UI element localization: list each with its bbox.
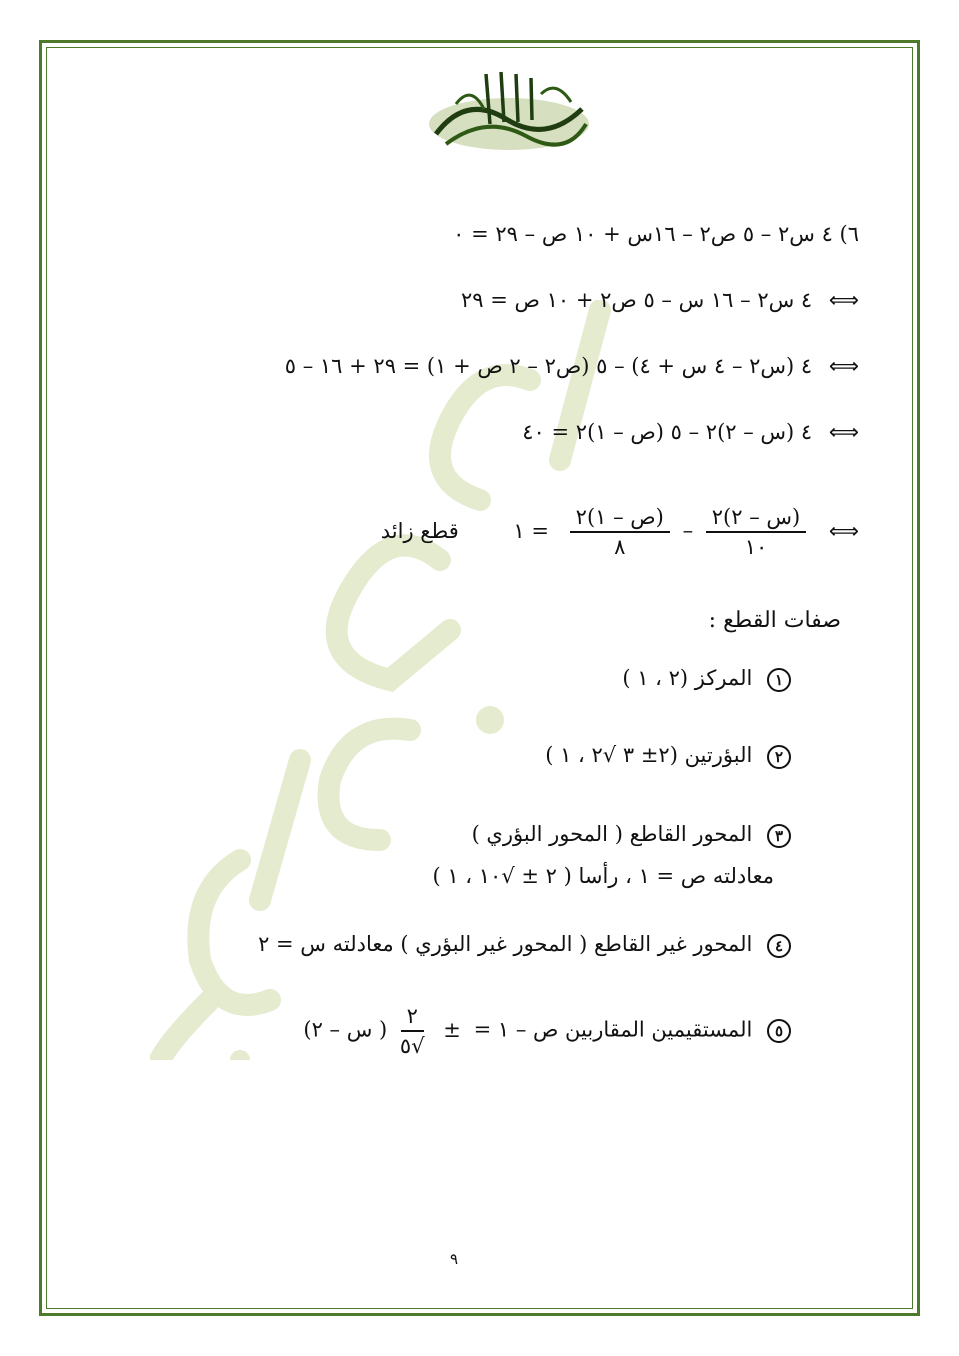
page-number: ٩ xyxy=(450,1250,459,1268)
circled-number: ١ xyxy=(767,668,791,692)
circled-number: ٤ xyxy=(767,934,791,958)
fraction-numerator: (س – ٢)٢ xyxy=(706,505,806,533)
step-3-text: ٤ (س – ٢)٢ – ٥ (ص – ١)٢ = ٤٠ xyxy=(522,420,813,444)
property-transverse-axis xyxy=(472,822,791,848)
asymptote-tail: ( س – ٢) xyxy=(303,1017,388,1042)
fraction-denominator: ٨ xyxy=(614,535,626,559)
properties-heading: صفات القطع : xyxy=(708,608,841,633)
standard-form-equation xyxy=(381,505,859,559)
circled-number: ٢ xyxy=(767,745,791,769)
property-text: المحور القاطع ( المحور البؤري ) xyxy=(471,822,753,846)
step-1-equation xyxy=(461,288,859,312)
property-asymptotes xyxy=(303,1004,791,1058)
property-foci xyxy=(545,743,791,769)
equivalence-arrow-icon: ⟺ xyxy=(828,288,859,312)
equals-one: = ١ xyxy=(513,518,549,543)
property-text: المحور غير القاطع ( المحور غير البؤري ) معادلته س = ٢ xyxy=(258,932,753,956)
fraction-denominator: √٥ xyxy=(399,1034,425,1058)
fraction-numerator: ٢ xyxy=(401,1004,424,1032)
circled-number: ٥ xyxy=(767,1019,791,1043)
equivalence-arrow-icon: ⟺ xyxy=(828,354,859,378)
fraction-denominator: ١٠ xyxy=(744,535,768,559)
step-2-text: ٤ (س٢ – ٤ س + ٤) – ٥ (ص٢ – ٢ ص + ١) = ٢٩ + ١٦ – ٥ xyxy=(284,354,813,378)
step-2-equation xyxy=(285,354,859,378)
property-text: البؤرتين (٢± ٣ √٢ ، ١ ) xyxy=(545,743,753,767)
property-center xyxy=(622,666,791,692)
fraction-x-term xyxy=(706,505,806,559)
fraction-numerator: (ص – ١)٢ xyxy=(570,505,670,533)
property-transverse-axis-details: معادلته ص = ١ ، رأسا ( ٢ ± √١٠ ، ١ ) xyxy=(432,864,774,888)
property-text: المركز (٢ ، ١ ) xyxy=(622,666,753,690)
step-3-equation xyxy=(522,420,859,444)
property-text: المستقيمين المقاربين ص – ١ = xyxy=(473,1017,753,1042)
equivalence-arrow-icon: ⟺ xyxy=(828,420,859,444)
fraction-y-term xyxy=(570,505,670,559)
step-1-text: ٤ س٢ – ١٦ س – ٥ ص٢ + ١٠ ص = ٢٩ xyxy=(461,288,813,312)
minus-sign: – xyxy=(682,518,694,543)
asymptote-slope-fraction xyxy=(400,1004,425,1058)
equivalence-arrow-icon: ⟺ xyxy=(828,518,859,543)
property-conjugate-axis xyxy=(258,932,791,958)
plus-minus-sign: ± xyxy=(443,1017,461,1042)
conic-type-label: قطع زائد xyxy=(380,518,459,543)
basmala-calligraphy xyxy=(426,64,592,158)
circled-number: ٣ xyxy=(767,824,791,848)
problem-equation: ٦) ٤ س٢ – ٥ ص٢ – ١٦س + ١٠ ص – ٢٩ = ٠ xyxy=(453,222,859,246)
